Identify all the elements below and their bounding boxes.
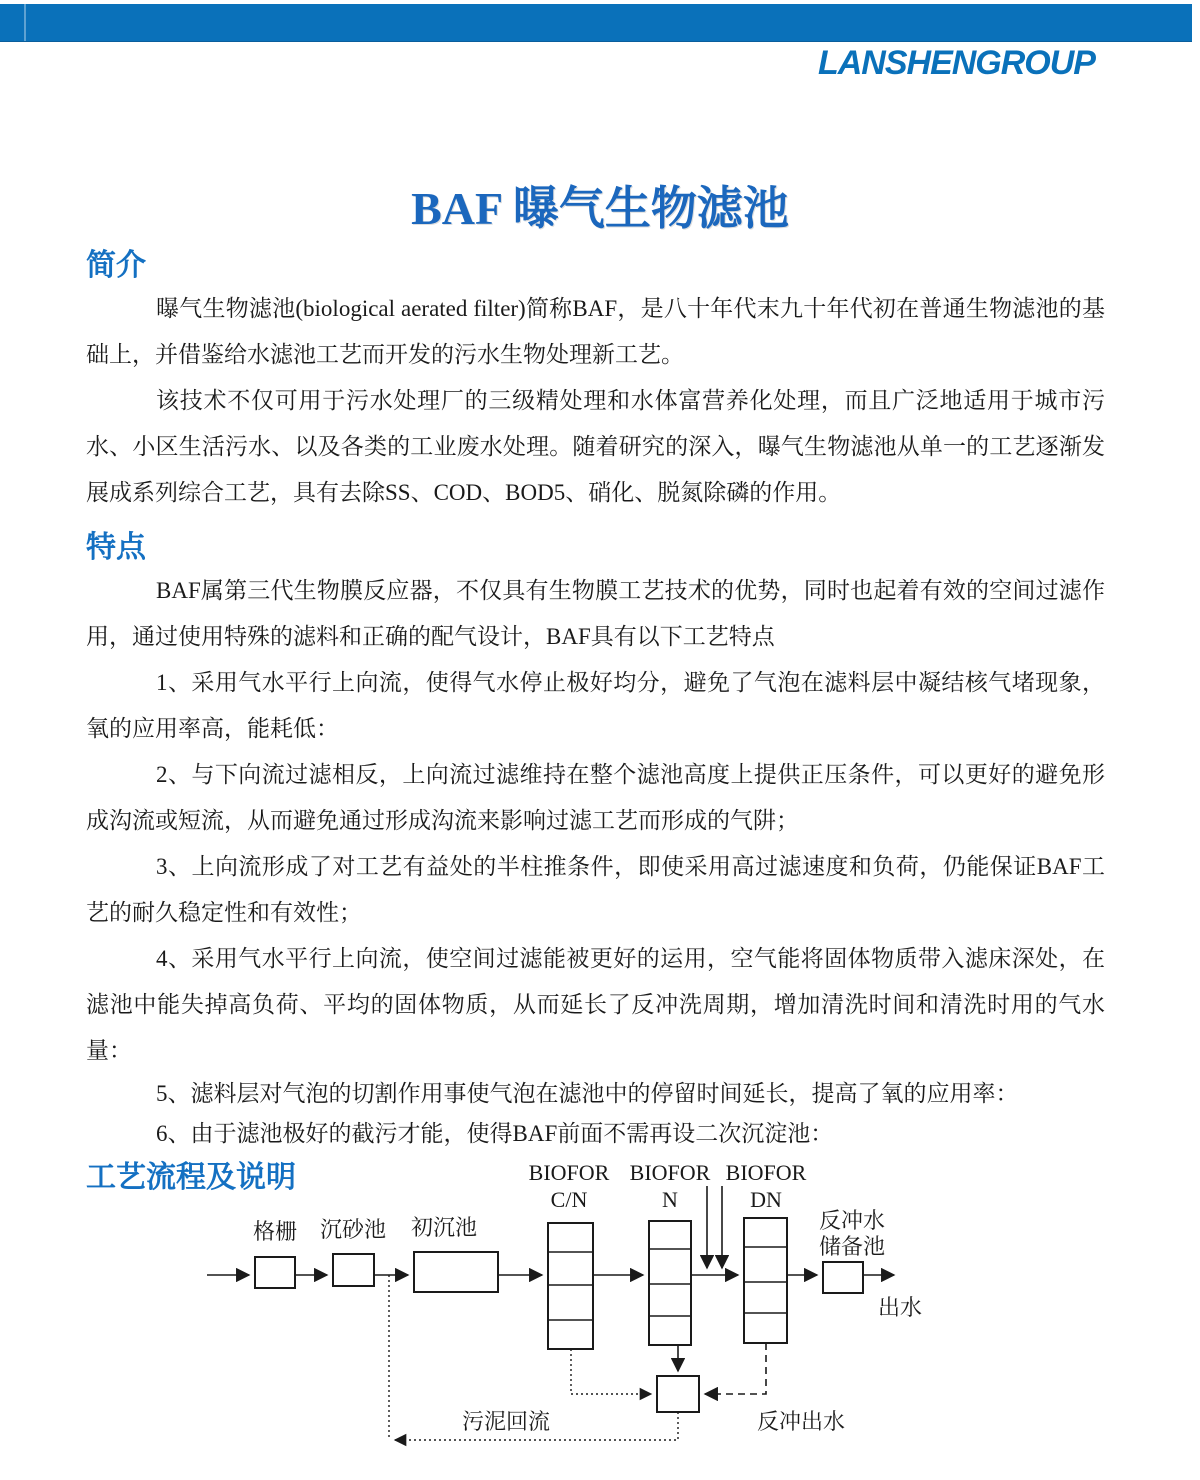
process-flow-diagram <box>190 1155 930 1470</box>
biofor-cn-column <box>548 1223 593 1349</box>
section-heading-intro: 简介 <box>86 249 146 282</box>
header-bar <box>0 4 1192 42</box>
feature-item: 3、上向流形成了对工艺有益处的半柱推条件，即使采用高过滤速度和负荷，仍能保证BAF工艺的耐久稳定性和有效性； <box>86 854 1105 925</box>
grid-box <box>255 1257 295 1288</box>
section-heading-process: 工艺流程及说明 <box>86 1161 296 1194</box>
section-heading-features: 特点 <box>86 531 146 564</box>
primary-tank-label: 初沉池 <box>410 1215 478 1240</box>
grit-chamber-label: 沉砂池 <box>319 1217 387 1242</box>
page-title: BAF 曝气生物滤池 <box>411 183 789 234</box>
backwash-storage-label-line2: 储备池 <box>819 1234 886 1259</box>
feature-item: 5、滤料层对气泡的切割作用事使气泡在滤池中的停留时间延长，提高了氧的应用率： <box>156 1081 1019 1106</box>
biofor-cn-sublabel: C/N <box>550 1187 588 1212</box>
dn-drain-dashed <box>705 1343 766 1394</box>
feature-item: 6、由于滤池极好的截污才能，使得BAF前面不需再设二次沉淀池： <box>156 1121 834 1146</box>
biofor-n-sublabel: N <box>662 1187 678 1212</box>
backwash-storage-box <box>823 1262 863 1293</box>
backwash-storage-label-line1: 反冲水 <box>819 1208 886 1233</box>
grid-label: 格栅 <box>252 1219 298 1244</box>
primary-tank-box <box>414 1252 498 1292</box>
backwash-out-label: 反冲出水 <box>757 1409 846 1434</box>
features-intro-paragraph: BAF属第三代生物膜反应器，不仅具有生物膜工艺技术的优势，同时也起着有效的空间过滤作用，通过使用特殊的滤料和正确的配气设计，BAF具有以下工艺特点 <box>86 578 1105 649</box>
cn-drain-dotted <box>571 1349 651 1394</box>
document-body <box>86 246 1105 1198</box>
outflow-label: 出水 <box>878 1295 923 1320</box>
feature-item: 2、与下向流过滤相反，上向流过滤维持在整个滤池高度上提供正压条件，可以更好的避免形成沟流或短流，从而避免通过形成沟流来影响过滤工艺而形成的气阱； <box>86 762 1105 833</box>
header-bar-divider <box>24 4 26 41</box>
grit-chamber-box <box>333 1254 374 1286</box>
company-logo: LANSHENGROUP <box>817 44 1095 82</box>
biofor-dn-label: BIOFOR <box>725 1160 807 1185</box>
sludge-return-label: 污泥回流 <box>462 1409 551 1434</box>
mixing-box <box>657 1376 699 1412</box>
biofor-n-label: BIOFOR <box>629 1160 711 1185</box>
biofor-cn-label: BIOFOR <box>528 1160 610 1185</box>
biofor-dn-column <box>744 1218 787 1343</box>
biofor-n-column <box>649 1221 691 1345</box>
intro-paragraph-2: 该技术不仅可用于污水处理厂的三级精处理和水体富营养化处理，而且广泛地适用于城市污水、小区生活污水、以及各类的工业废水处理。随着研究的深入，曝气生物滤池从单一的工艺逐渐发展成系列综合工艺，具有去除SS、COD、BOD5、硝化、脱氮除磷的作用。 <box>86 388 1105 505</box>
biofor-dn-sublabel: DN <box>750 1187 782 1212</box>
feature-item: 1、采用气水平行上向流，使得气水停止极好均分，避免了气泡在滤料层中凝结核气堵现象，氧的应用率高，能耗低： <box>86 670 1105 741</box>
intro-paragraph-1: 曝气生物滤池(biological aerated filter)简称BAF，是八十年代末九十年代初在普通生物滤池的基础上，并借鉴给水滤池工艺而开发的污水生物处理新工艺。 <box>86 296 1105 367</box>
feature-item: 4、采用气水平行上向流，使空间过滤能被更好的运用，空气能将固体物质带入滤床深处，在滤池中能失掉高负荷、平均的固体物质，从而延长了反冲洗周期，增加清洗时间和清洗时用的气水量： <box>86 946 1105 1063</box>
